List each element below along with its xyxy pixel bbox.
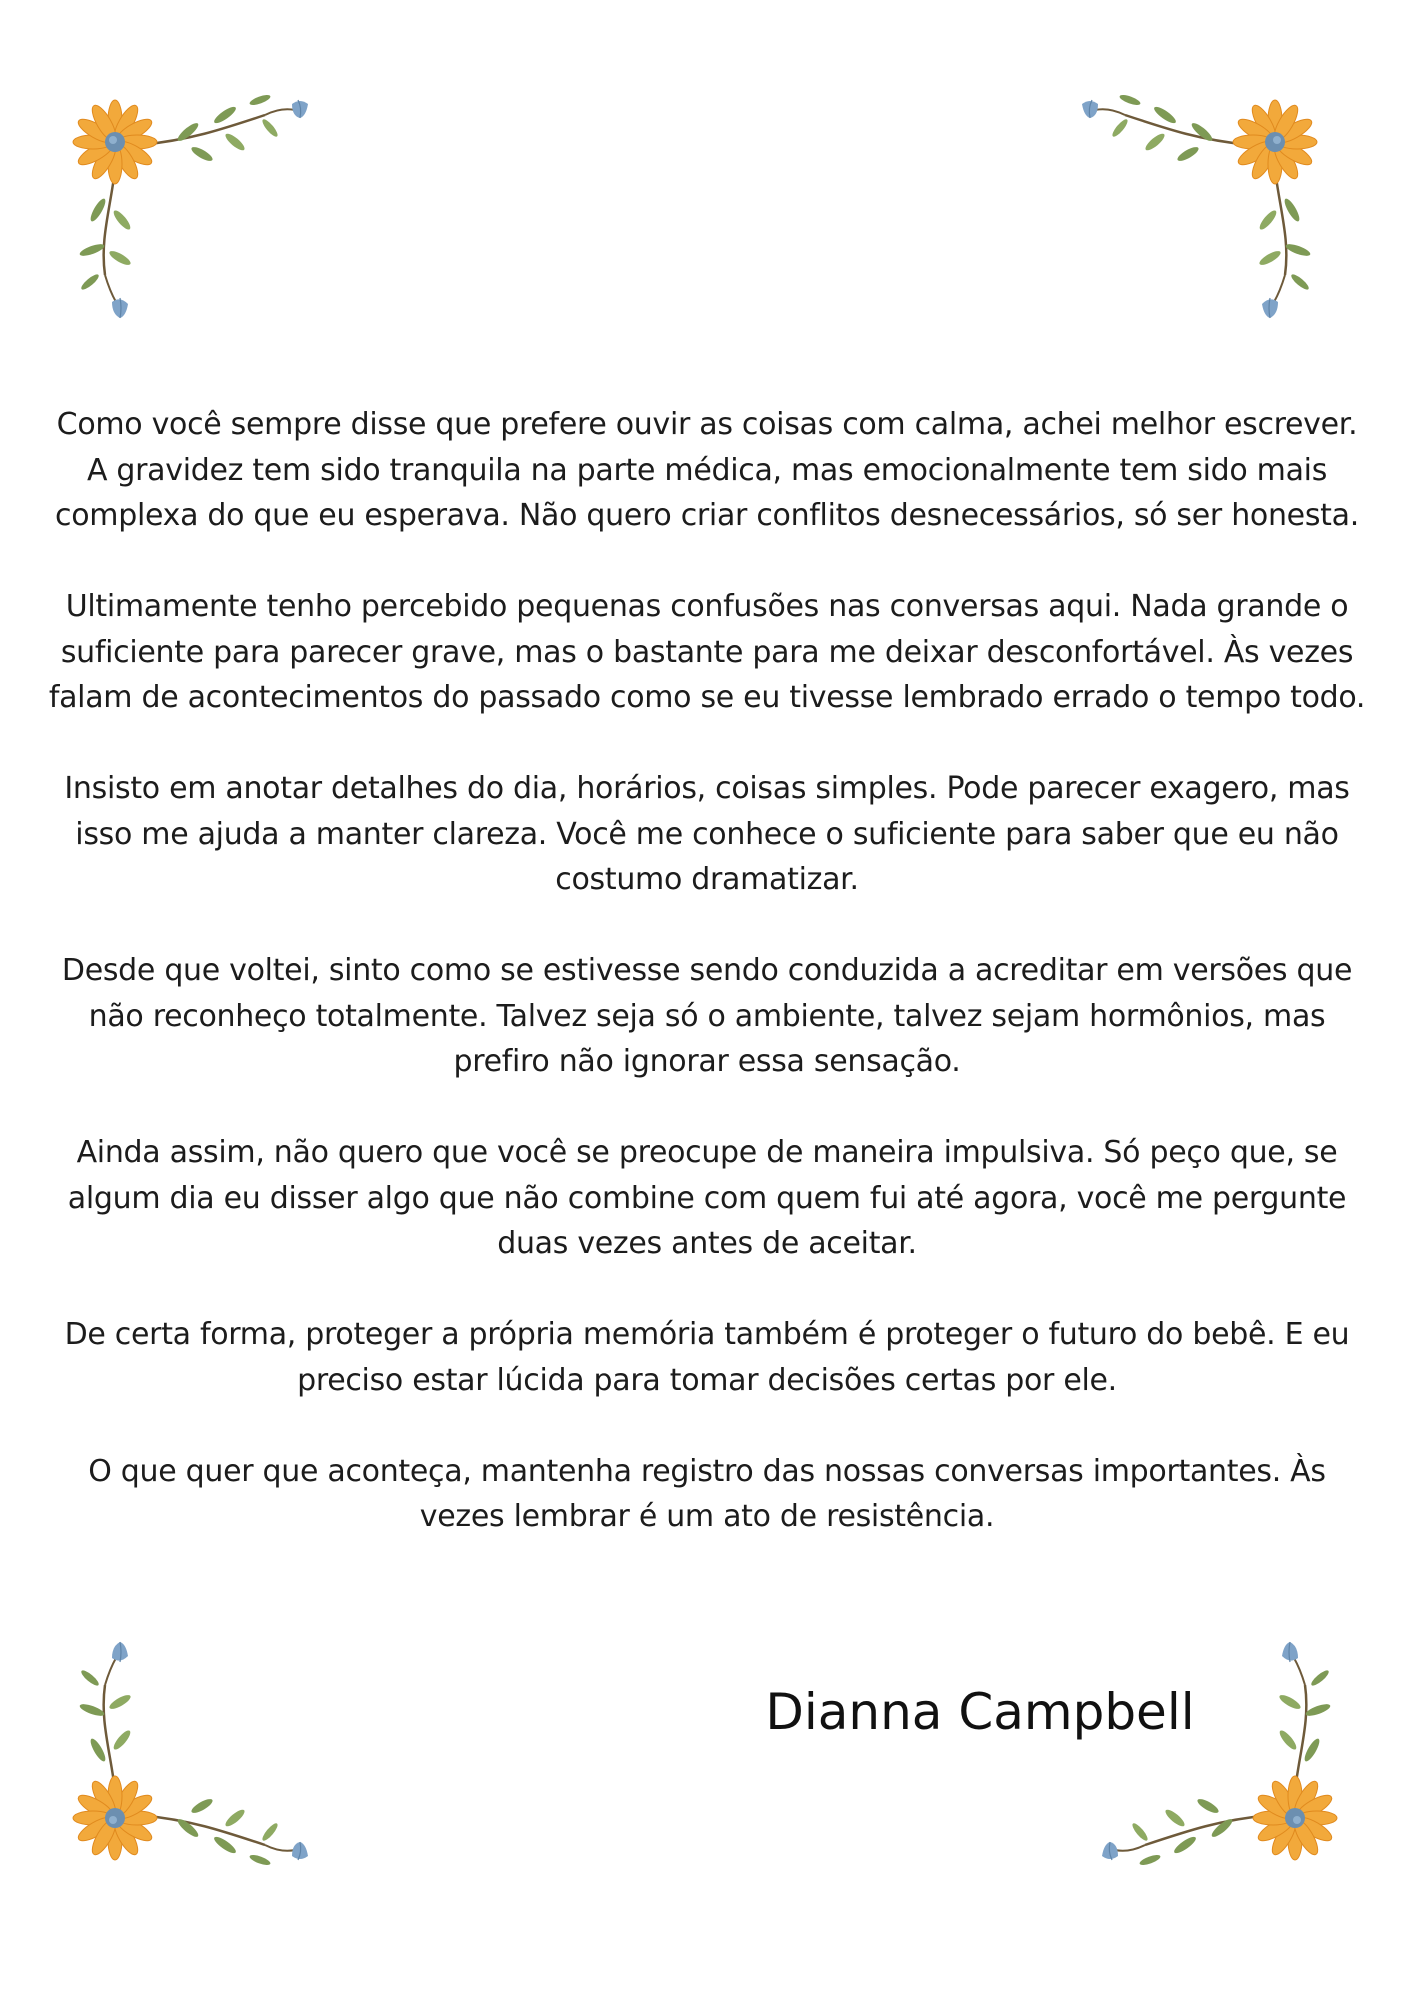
letter-paragraph: Ainda assim, não quero que você se preocupe de maneira impulsiva. Só peço que, se algum dia eu disser algo que não combine com quem fui até agora, você me pergunte duas vezes antes de aceitar. xyxy=(67,1135,1347,1261)
watercolor-flower-corner-icon xyxy=(70,70,370,370)
watercolor-flower-corner-icon xyxy=(70,1590,370,1890)
letter-paragraph: O que quer que aconteça, mantenha registro das nossas conversas importantes. Às vezes lembrar é um ato de resistência. xyxy=(88,1453,1326,1534)
letter-body xyxy=(0,402,1414,1585)
letter-paragraph: Ultimamente tenho percebido pequenas confusões nas conversas aqui. Nada grande o suficiente para parecer grave, mas o bastante para me deixar desconfortável. Às vezes falam de acontecimentos do passado como se eu tivesse lembrado errado o tempo todo. xyxy=(48,589,1366,715)
letter-paragraph: Desde que voltei, sinto como se estivesse sendo conduzida a acreditar em versões que não reconheço totalmente. Talvez seja só o ambiente, talvez sejam hormônios, mas prefiro não ignorar essa sensação. xyxy=(61,953,1353,1079)
signature: Dianna Campbell xyxy=(765,1683,1195,1741)
watercolor-flower-corner-icon xyxy=(1020,70,1320,370)
letter-paragraph: Como você sempre disse que prefere ouvir as coisas com calma, achei melhor escrever. A gravidez tem sido tranquila na parte médica, mas emocionalmente tem sido mais complexa do que eu esperava. Não quero criar conflitos desnecessários, só ser honesta. xyxy=(55,407,1359,533)
letter-paragraph: Insisto em anotar detalhes do dia, horários, coisas simples. Pode parecer exagero, mas isso me ajuda a manter clareza. Você me conhece o suficiente para saber que eu não costumo dramatizar. xyxy=(64,771,1350,897)
letter-paragraph: De certa forma, proteger a própria memória também é proteger o futuro do bebê. E eu preciso estar lúcida para tomar decisões certas por ele. xyxy=(64,1317,1350,1398)
